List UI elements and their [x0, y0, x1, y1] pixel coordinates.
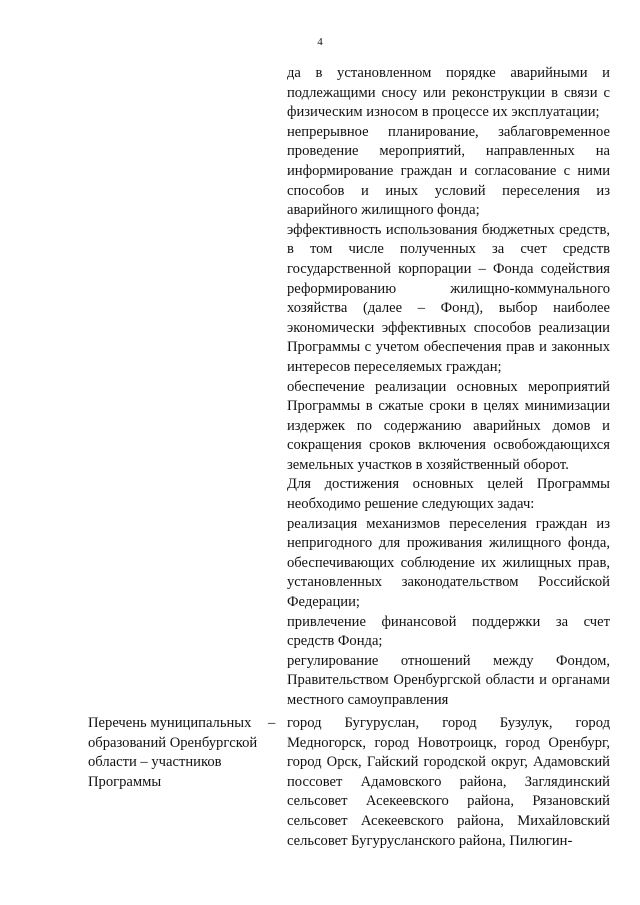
paragraph: непрерывное планирование, заблаговременное проведение мероприятий, направленных на информирование граждан и согласование с ними способов и иных условий переселения из аварийного жилищного фонда;	[287, 123, 610, 219]
paragraph: да в установленном порядке аварийными и подлежащими сносу или реконструкции в связи с физическим износом в процессе их эксплуатации;	[287, 65, 610, 121]
page-number: 4	[317, 36, 323, 48]
municipalities-list: город Бугуруслан, город Бузулук, город Медногорск, город Новотроицк, город Оренбург, город Орск, Гайский городской округ, Адамовский поссовет Адамовского района, Заглядинский сельсовет Асекеевского района, Рязановский сельсовет Асекеевского района, Михайловский сельсовет Бугурусланского района, Пилюгин-	[287, 715, 610, 849]
paragraph: эффективность использования бюджетных средств, в том числе полученных за счет средств государственной корпорации – Фонда содействия реформированию жилищно-коммунального хозяйства (далее – Фонд), выбор наиболее экономически эффективных способов реализации Программы с учетом обеспечения прав и законных интересов переселяемых граждан;	[287, 221, 610, 375]
paragraph: привлечение финансовой поддержки за счет средств Фонда;	[287, 613, 610, 650]
paragraph: реализация механизмов переселения граждан из непригодного для проживания жилищного фонда, обеспечивающих соблюдение их жилищных прав, установленных законодательством Российской Федерации;	[287, 515, 610, 611]
row-value	[287, 714, 610, 851]
row-label: Перечень муниципальных образований Оренбургской области – участников Программы	[88, 715, 258, 790]
paragraph: обеспечение реализации основных мероприятий Программы в сжатые сроки в целях минимизации издержек по содержанию аварийных домов и сокращения сроков включения освобождающихся земельных участков в хозяйственный оборот.	[287, 378, 610, 473]
top-text-block	[287, 64, 610, 711]
paragraph: Для достижения основных целей Программы необходимо решение следующих задач:	[287, 476, 610, 513]
row-dash: –	[268, 715, 276, 731]
paragraph: регулирование отношений между Фондом, Правительством Оренбургской области и органами местного самоуправления	[287, 652, 610, 708]
